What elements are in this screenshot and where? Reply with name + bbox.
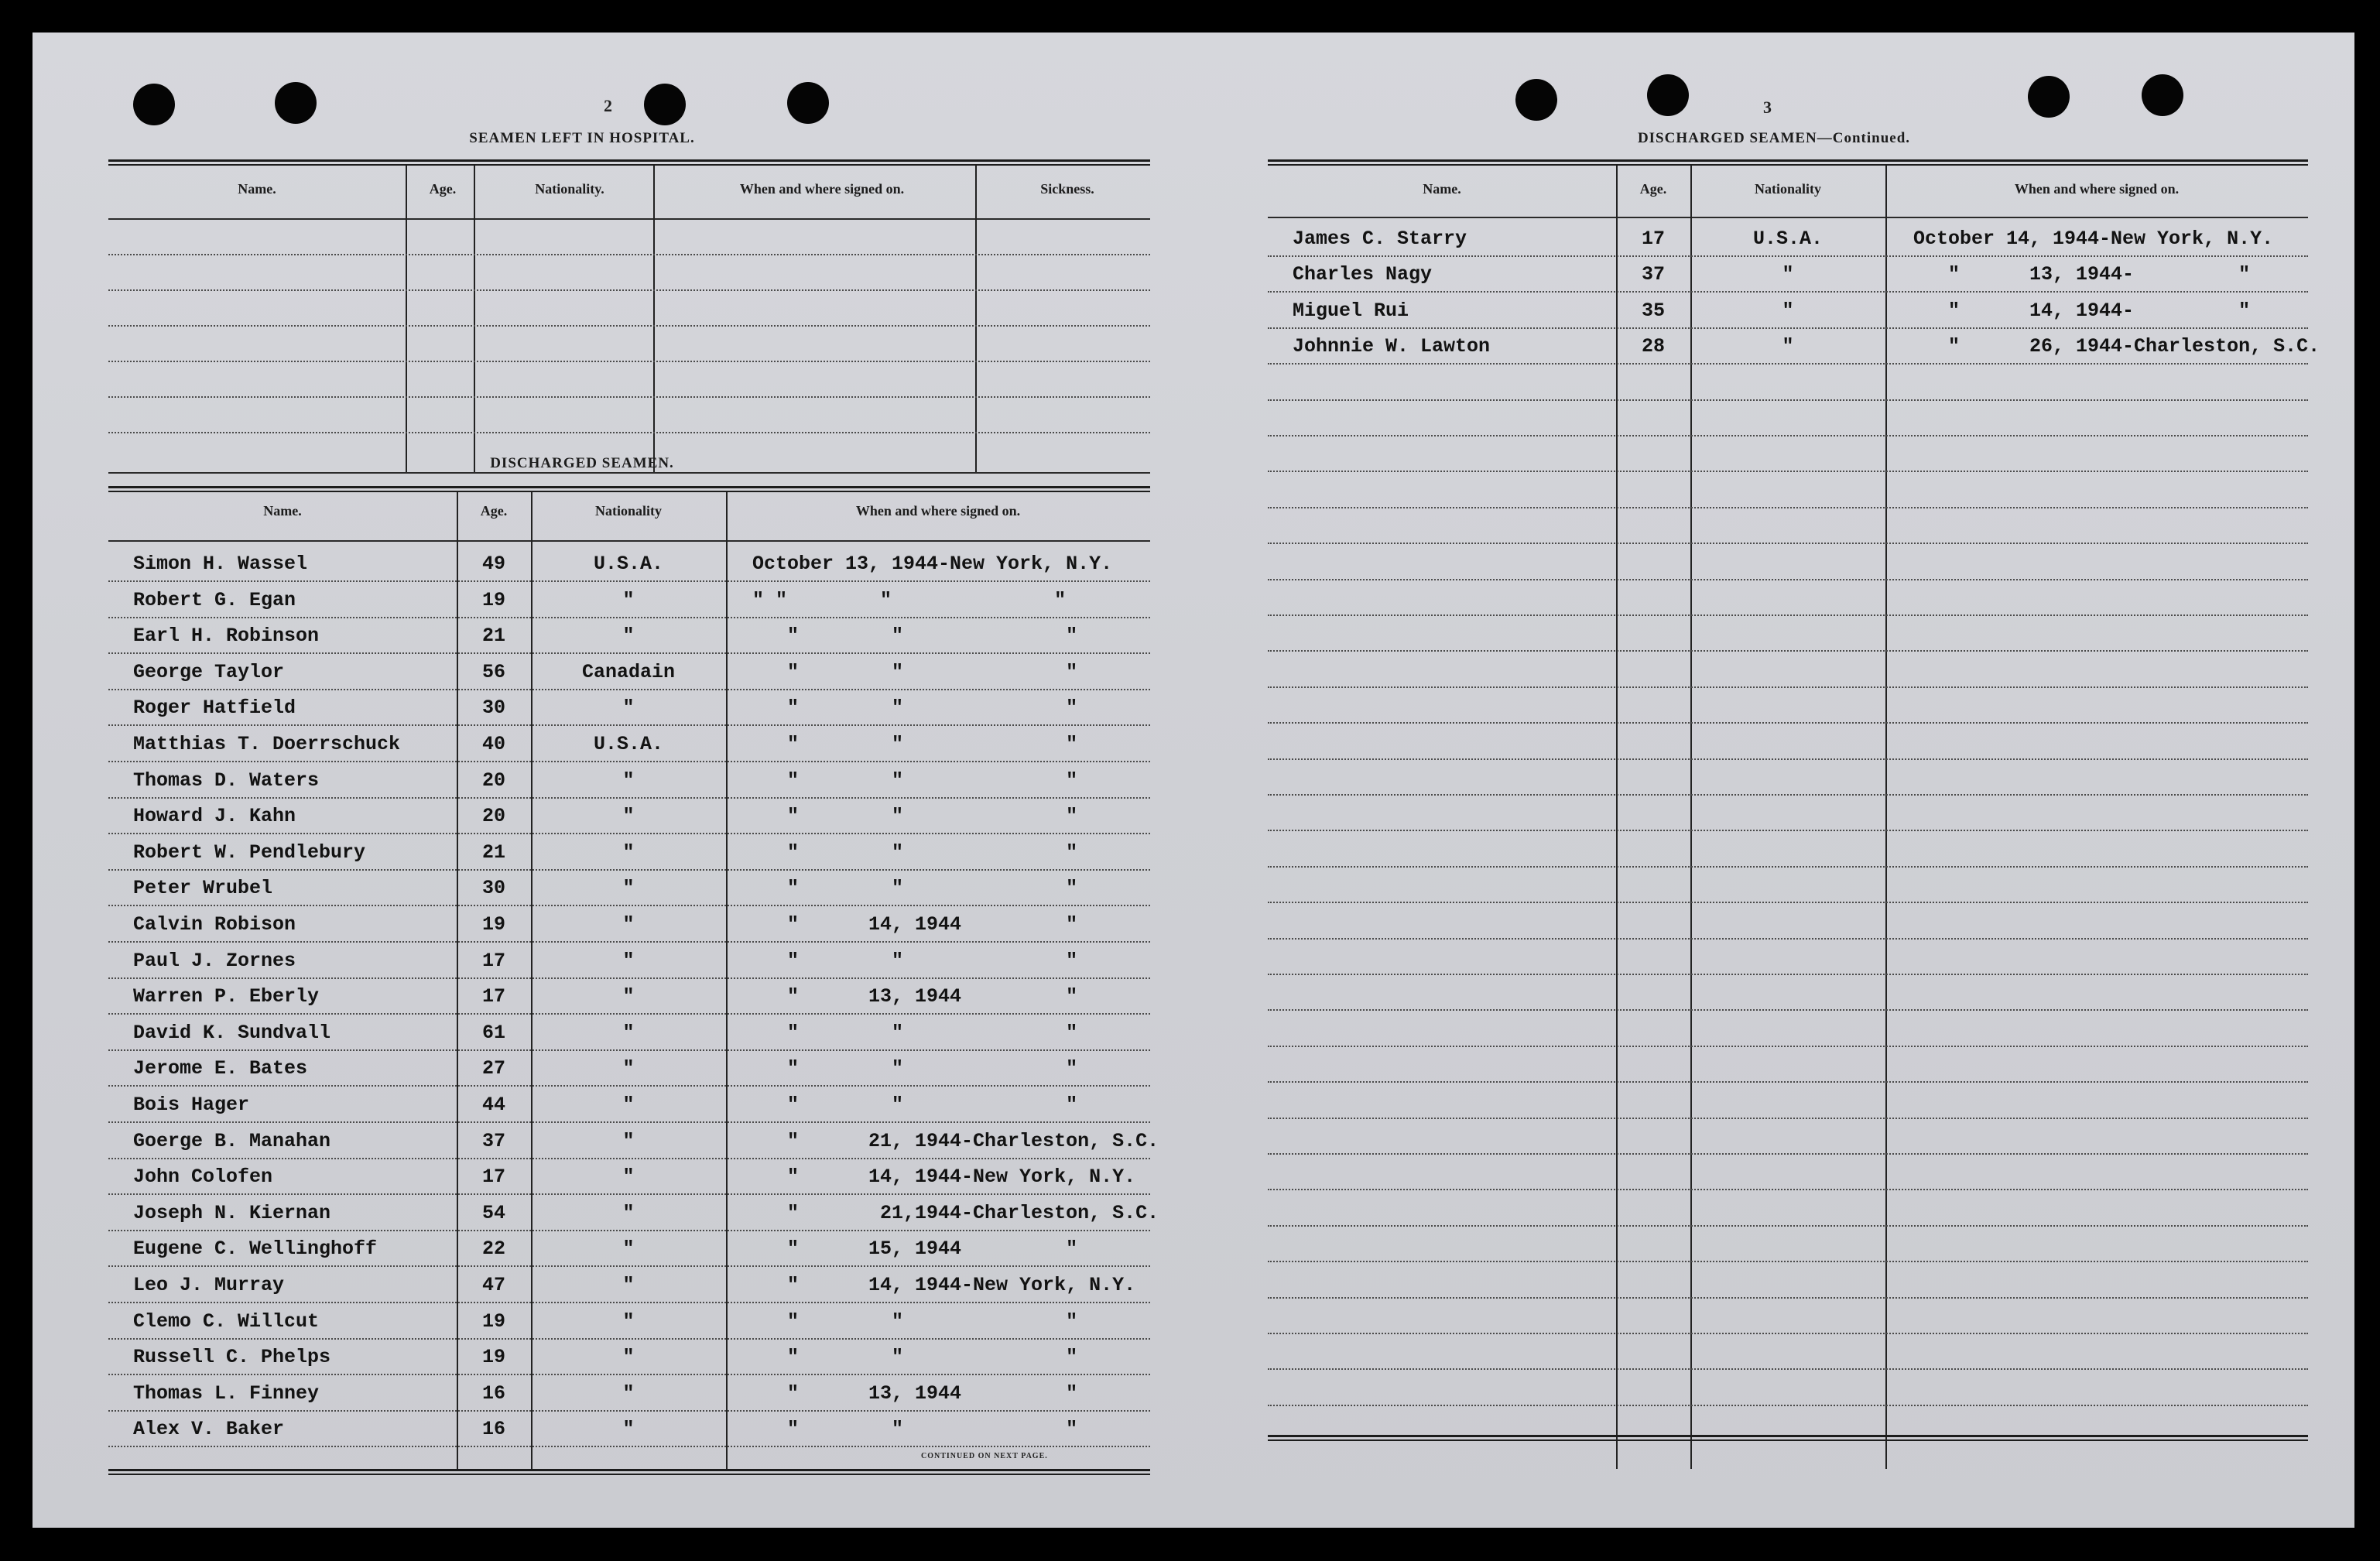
seaman-name: Roger Hatfield [133, 697, 296, 720]
seaman-age: 16 [481, 1418, 505, 1441]
discharged-row-line [108, 1013, 1150, 1015]
seaman-signed-on: " 21,1944-Charleston, S.C. [752, 1201, 1159, 1224]
hospital-row-line [108, 396, 1150, 398]
seaman-name: Calvin Robison [133, 913, 296, 936]
seaman-signed-on: " " " [752, 1346, 1078, 1369]
seaman-signed-on: " " " [752, 840, 1078, 864]
seaman-nationality: " [622, 1021, 635, 1044]
seaman-name: Jerome E. Bates [133, 1057, 308, 1080]
seaman-nationality: U.S.A. [593, 553, 663, 575]
hospital-col-signed: When and where signed on. [739, 181, 905, 197]
seaman-nationality: " [622, 913, 635, 936]
punch-hole-icon [133, 84, 175, 125]
seaman-age: 21 [481, 840, 505, 864]
seaman-nationality: " [622, 1309, 635, 1333]
right-vrule [1690, 166, 1692, 1469]
discharged-col-age: Age. [480, 503, 508, 519]
seaman-signed-on: " " " [752, 733, 1078, 755]
right-row-line [1268, 471, 2308, 472]
seaman-signed-on: " " " [752, 1057, 1078, 1080]
seaman-signed-on: " 13, 1944 " [752, 985, 1078, 1008]
seaman-nationality: U.S.A. [593, 733, 663, 755]
discharged-row-line [108, 1049, 1150, 1051]
seaman-name: Peter Wrubel [133, 877, 273, 900]
discharged-row-line [108, 1374, 1150, 1375]
seaman-name: Miguel Rui [1293, 299, 1409, 322]
discharged-row-line [108, 1446, 1150, 1447]
seaman-signed-on: " " " [752, 1021, 1078, 1044]
right-row-line [1268, 1333, 2308, 1334]
seaman-age: 40 [481, 733, 505, 755]
seaman-signed-on: " 14, 1944-New York, N.Y. [752, 1274, 1136, 1296]
right-row-line [1268, 758, 2308, 760]
hospital-col-sickness: Sickness. [1040, 181, 1094, 197]
seaman-signed-on: " " " [752, 877, 1078, 900]
seaman-age: 19 [481, 1309, 505, 1333]
punch-hole-icon [644, 84, 686, 125]
discharged-col-nationality: Nationality [594, 503, 662, 519]
discharged-row-line [108, 1410, 1150, 1412]
seaman-signed-on: " 14, 1944-New York, N.Y. [752, 1166, 1136, 1189]
seaman-nationality: " [622, 1094, 635, 1116]
seaman-signed-on: October 14, 1944-New York, N.Y. [1913, 228, 2274, 250]
discharged-vrule [726, 492, 728, 1469]
discharged-row-line [108, 797, 1150, 799]
hospital-row-line [108, 432, 1150, 433]
seaman-signed-on: " " " [752, 625, 1078, 648]
seaman-name: Clemo C. Willcut [133, 1309, 320, 1333]
seaman-age: 19 [481, 913, 505, 936]
right-row-line [1268, 1261, 2308, 1262]
seaman-name: John Colofen [133, 1166, 273, 1189]
hospital-vrule [406, 166, 407, 472]
seaman-age: 54 [481, 1201, 505, 1224]
seaman-name: Eugene C. Wellinghoff [133, 1238, 378, 1261]
seaman-nationality: " [622, 805, 635, 828]
right-vrule [1616, 166, 1618, 1469]
seaman-name: Robert W. Pendlebury [133, 840, 366, 864]
seaman-nationality: " [622, 1346, 635, 1369]
seaman-name: Matthias T. Doerrschuck [133, 733, 401, 755]
seaman-nationality: Canadain [581, 660, 676, 683]
seaman-name: George Taylor [133, 660, 285, 683]
discharged-row-line [108, 617, 1150, 618]
seaman-signed-on: " " " [752, 1418, 1078, 1441]
page-number-left: 2 [604, 96, 612, 115]
seaman-nationality: " [622, 1418, 635, 1441]
hospital-vrule [975, 166, 977, 472]
discharged-header-rule [108, 540, 1150, 542]
right-row-line [1268, 1189, 2308, 1190]
right-top-rule [1268, 159, 2308, 166]
right-col-age: Age. [1639, 181, 1667, 197]
right-row-line [1268, 363, 2308, 365]
right-row-line [1268, 1405, 2308, 1406]
hospital-row-line [108, 254, 1150, 255]
seaman-age: 17 [481, 1166, 505, 1189]
seaman-signed-on: October 13, 1944-New York, N.Y. [752, 553, 1113, 575]
hospital-col-age: Age. [429, 181, 457, 197]
right-row-line [1268, 1225, 2308, 1227]
right-row-line [1268, 507, 2308, 508]
right-row-line [1268, 399, 2308, 401]
right-row-line [1268, 579, 2308, 580]
right-row-line [1268, 327, 2308, 329]
seaman-name: Thomas D. Waters [133, 769, 320, 792]
right-col-name: Name. [1423, 181, 1461, 197]
discharged-row-line [108, 1230, 1150, 1231]
discharged-row-line [108, 905, 1150, 906]
right-vrule [1885, 166, 1887, 1469]
hospital-col-nationality: Nationality. [535, 181, 604, 197]
seaman-nationality: " [622, 877, 635, 900]
discharged-row-line [108, 1193, 1150, 1195]
discharged-row-line [108, 724, 1150, 726]
punch-hole-icon [787, 82, 829, 124]
right-row-line [1268, 543, 2308, 544]
punch-hole-icon [2142, 74, 2183, 116]
seaman-age: 37 [1641, 263, 1665, 286]
seaman-age: 17 [481, 949, 505, 972]
continued-note: CONTINUED ON NEXT PAGE. [921, 1452, 1048, 1460]
discharged-row-line [108, 1265, 1150, 1267]
seaman-age: 19 [481, 588, 505, 611]
seaman-nationality: " [622, 625, 635, 648]
seaman-age: 61 [481, 1021, 505, 1044]
right-row-line [1268, 1297, 2308, 1299]
seaman-signed-on: " 14, 1944 " [752, 913, 1078, 936]
discharged-row-line [108, 689, 1150, 690]
right-row-line [1268, 866, 2308, 868]
seaman-nationality: " [622, 697, 635, 720]
seaman-name: Alex V. Baker [133, 1418, 285, 1441]
hospital-header-rule [108, 218, 1150, 220]
right-row-line [1268, 614, 2308, 616]
discharged-section-title: DISCHARGED SEAMEN. [490, 455, 674, 471]
seaman-signed-on: " 14, 1944- " [1913, 299, 2251, 322]
seaman-name: Howard J. Kahn [133, 805, 296, 828]
seaman-nationality: " [622, 840, 635, 864]
seaman-nationality: " [622, 1274, 635, 1296]
seaman-nationality: " [622, 1057, 635, 1080]
seaman-age: 49 [481, 553, 505, 575]
punch-hole-icon [1647, 74, 1689, 116]
seaman-name: Goerge B. Manahan [133, 1129, 331, 1152]
seaman-name: Leo J. Murray [133, 1274, 285, 1296]
hospital-top-rule [108, 159, 1150, 166]
seaman-age: 20 [481, 769, 505, 792]
right-row-line [1268, 830, 2308, 831]
seaman-name: Bois Hager [133, 1094, 250, 1116]
hospital-vrule [653, 166, 655, 472]
seaman-age: 27 [481, 1057, 505, 1080]
discharged-row-line [108, 761, 1150, 762]
seaman-name: James C. Starry [1293, 228, 1467, 250]
seaman-name: David K. Sundvall [133, 1021, 331, 1044]
discharged-row-line [108, 652, 1150, 654]
seaman-age: 30 [481, 697, 505, 720]
seaman-signed-on: " 13, 1944 " [752, 1381, 1078, 1405]
seaman-age: 16 [481, 1381, 505, 1405]
seaman-signed-on: " " " [752, 1094, 1078, 1116]
right-row-line [1268, 1009, 2308, 1011]
seaman-age: 44 [481, 1094, 505, 1116]
right-row-line [1268, 435, 2308, 436]
seaman-nationality: " [1782, 263, 1794, 286]
seaman-nationality: " [622, 985, 635, 1008]
seaman-nationality: U.S.A. [1752, 228, 1823, 250]
seaman-nationality: " [1782, 299, 1794, 322]
right-row-line [1268, 1153, 2308, 1155]
hospital-row-line [108, 361, 1150, 362]
discharged-row-line [108, 1338, 1150, 1340]
seaman-name: Robert G. Egan [133, 588, 296, 611]
seaman-nationality: " [622, 1166, 635, 1189]
seaman-nationality: " [1782, 335, 1794, 358]
paper-sheet [33, 33, 2354, 1528]
seaman-name: Johnnie W. Lawton [1293, 335, 1491, 358]
seaman-age: 35 [1641, 299, 1665, 322]
seaman-nationality: " [622, 949, 635, 972]
seaman-nationality: " [622, 1201, 635, 1224]
seaman-age: 47 [481, 1274, 505, 1296]
discharged-bottom-rule [108, 1469, 1150, 1475]
right-row-line [1268, 794, 2308, 796]
hospital-col-name: Name. [238, 181, 276, 197]
seaman-signed-on: " " " [752, 769, 1078, 792]
discharged-row-line [108, 977, 1150, 979]
right-col-nationality: Nationality [1754, 181, 1821, 197]
seaman-age: 17 [481, 985, 505, 1008]
right-row-line [1268, 291, 2308, 293]
right-row-line [1268, 938, 2308, 940]
seaman-signed-on: " " " [752, 697, 1078, 720]
hospital-section-title: SEAMEN LEFT IN HOSPITAL. [469, 130, 695, 146]
seaman-age: 56 [481, 660, 505, 683]
right-row-line [1268, 1046, 2308, 1047]
right-row-line [1268, 1368, 2308, 1370]
right-header-rule [1268, 217, 2308, 218]
right-row-line [1268, 255, 2308, 257]
hospital-row-line [108, 289, 1150, 291]
seaman-nationality: " [622, 588, 635, 611]
seaman-signed-on: " 21, 1944-Charleston, S.C. [752, 1129, 1159, 1152]
seaman-age: 28 [1641, 335, 1665, 358]
seaman-nationality: " [622, 769, 635, 792]
punch-hole-icon [1515, 79, 1557, 121]
right-row-line [1268, 974, 2308, 975]
right-bottom-rule [1268, 1435, 2308, 1441]
discharged-row-line [108, 580, 1150, 582]
discharged-row-line [108, 1302, 1150, 1303]
seaman-age: 22 [481, 1238, 505, 1261]
right-row-line [1268, 1081, 2308, 1083]
right-row-line [1268, 722, 2308, 724]
right-row-line [1268, 1118, 2308, 1119]
discharged-row-line [108, 1158, 1150, 1159]
seaman-signed-on: " 15, 1944 " [752, 1238, 1078, 1261]
seaman-signed-on: " 26, 1944-Charleston, S.C. [1913, 335, 2320, 358]
hospital-vrule [474, 166, 475, 472]
discharged-col-name: Name. [263, 503, 302, 519]
seaman-nationality: " [622, 1381, 635, 1405]
seaman-signed-on: " " " [752, 949, 1078, 972]
seaman-age: 19 [481, 1346, 505, 1369]
seaman-age: 37 [481, 1129, 505, 1152]
punch-hole-icon [2028, 76, 2070, 118]
seaman-signed-on: " " " [752, 1309, 1078, 1333]
seaman-name: Russell C. Phelps [133, 1346, 331, 1369]
discharged-row-line [108, 1121, 1150, 1123]
seaman-name: Paul J. Zornes [133, 949, 296, 972]
discharged-row-line [108, 833, 1150, 834]
right-row-line [1268, 686, 2308, 688]
seaman-signed-on: " 13, 1944- " [1913, 263, 2251, 286]
right-col-signed: When and where signed on. [2014, 181, 2180, 197]
seaman-age: 17 [1641, 228, 1665, 250]
discharged-row-line [108, 869, 1150, 871]
seaman-age: 30 [481, 877, 505, 900]
discharged-row-line [108, 941, 1150, 943]
continued-section-title: DISCHARGED SEAMEN—Continued. [1637, 130, 1911, 146]
seaman-name: Joseph N. Kiernan [133, 1201, 331, 1224]
right-row-line [1268, 902, 2308, 903]
seaman-name: Warren P. Eberly [133, 985, 320, 1008]
discharged-top-rule [108, 486, 1150, 492]
hospital-bottom-rule [108, 472, 1150, 474]
right-row-line [1268, 650, 2308, 652]
seaman-name: Simon H. Wassel [133, 553, 308, 575]
hospital-row-line [108, 325, 1150, 327]
punch-hole-icon [275, 82, 317, 124]
discharged-row-line [108, 1085, 1150, 1087]
page-number-right: 3 [1763, 98, 1772, 117]
seaman-name: Charles Nagy [1293, 263, 1433, 286]
seaman-signed-on: " " " [752, 660, 1078, 683]
seaman-signed-on: " " " [752, 805, 1078, 828]
seaman-signed-on: " " " " [752, 588, 1067, 611]
seaman-name: Thomas L. Finney [133, 1381, 320, 1405]
seaman-nationality: " [622, 1238, 635, 1261]
discharged-col-signed: When and where signed on. [855, 503, 1021, 519]
seaman-name: Earl H. Robinson [133, 625, 320, 648]
seaman-nationality: " [622, 1129, 635, 1152]
seaman-age: 20 [481, 805, 505, 828]
seaman-age: 21 [481, 625, 505, 648]
